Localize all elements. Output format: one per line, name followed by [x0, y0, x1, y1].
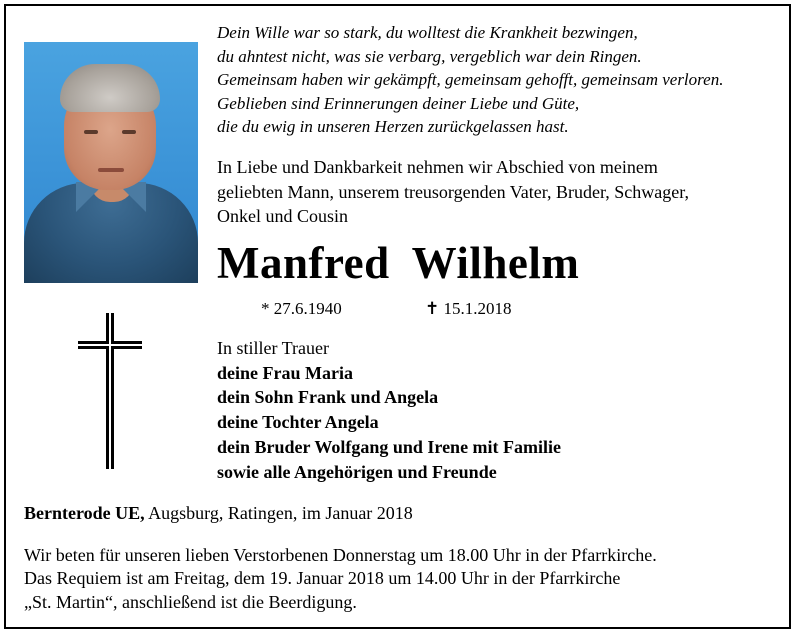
poem-line: Gemeinsam haben wir gekämpft, gemeinsam gehofft, gemeinsam verloren.	[217, 70, 724, 90]
mourner-line: sowie alle Angehörigen und Freunde	[217, 461, 497, 482]
portrait-eye-left	[84, 130, 98, 134]
death-date: ✝ 15.1.2018	[425, 299, 512, 318]
notice-line: „St. Martin“, anschließend ist die Beerdigung.	[24, 591, 357, 612]
poem	[217, 21, 782, 139]
intro-line: In Liebe und Dankbarkeit nehmen wir Abschied von meinem	[217, 157, 658, 177]
portrait-hair	[60, 64, 160, 112]
place-date-line	[24, 501, 413, 525]
mourners-opening: In stiller Trauer	[217, 338, 329, 358]
mourner-line: dein Sohn Frank und Angela	[217, 387, 439, 408]
deceased-name	[217, 233, 579, 293]
notice-line: Wir beten für unseren lieben Verstorbenen Donnerstag um 18.00 Uhr in der Pfarrkirche.	[24, 545, 657, 565]
mourner-line: deine Tochter Angela	[217, 412, 379, 433]
deceased-last-name: Wilhelm	[411, 238, 580, 288]
mourner-line: deine Frau Maria	[217, 362, 353, 383]
poem-line: Geblieben sind Erinnerungen deiner Liebe und Güte,	[217, 93, 580, 113]
portrait-photo	[24, 42, 198, 283]
intro-line: geliebten Mann, unserem treusorgenden Vater, Bruder, Schwager,	[217, 181, 690, 202]
portrait-eye-right	[122, 130, 136, 134]
poem-line: Dein Wille war so stark, du wolltest die Krankheit bezwingen,	[217, 23, 638, 42]
latin-cross-icon	[78, 313, 142, 469]
place-primary: Bernterode UE,	[24, 503, 145, 523]
mourners-list	[217, 336, 561, 484]
intro-text	[217, 155, 782, 229]
mourner-line: dein Bruder Wolfgang und Irene mit Familie	[217, 436, 562, 457]
intro-line: Onkel und Cousin	[217, 206, 349, 226]
notice-line: Das Requiem ist am Freitag, dem 19. Januar 2018 um 14.00 Uhr in der Pfarrkirche	[24, 568, 621, 589]
birth-date: * 27.6.1940	[261, 299, 342, 318]
service-notice	[24, 544, 784, 614]
portrait-mouth	[98, 168, 124, 172]
poem-line: du ahntest nicht, was sie verbarg, vergeblich war dein Ringen.	[217, 46, 642, 66]
poem-line: die du ewig in unseren Herzen zurückgelassen hast.	[217, 117, 569, 137]
place-rest: Augsburg, Ratingen, im Januar 2018	[144, 503, 413, 523]
deceased-first-name: Manfred	[217, 238, 390, 288]
